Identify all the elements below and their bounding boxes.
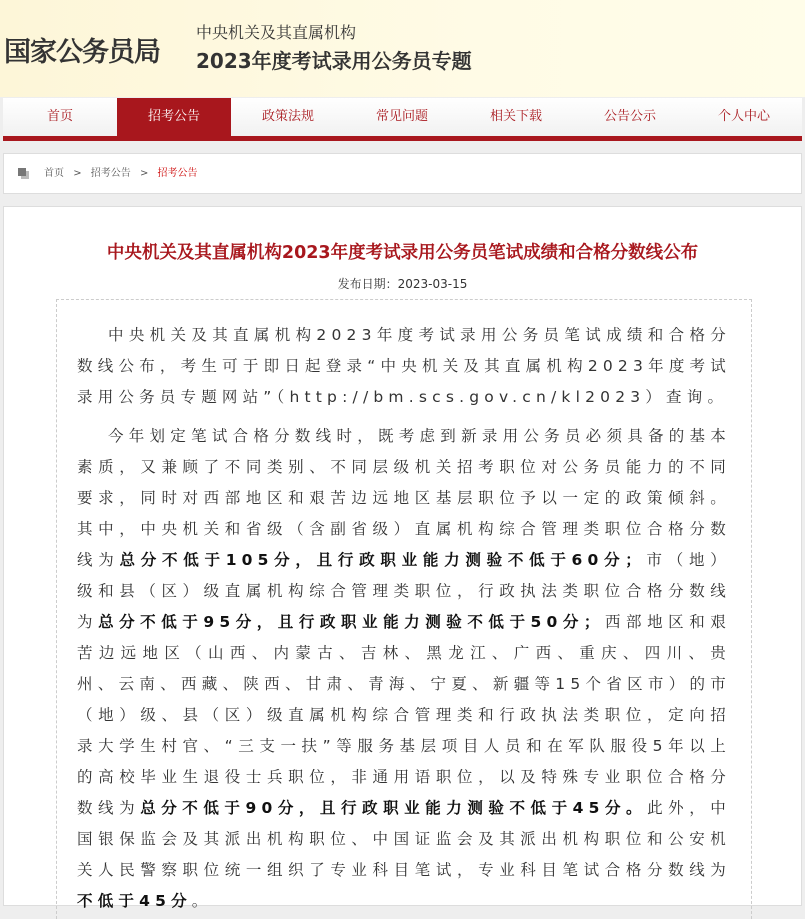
nav-recruitment-notices[interactable]: 招考公告 [117, 98, 231, 136]
main-nav [3, 98, 802, 141]
bold-segment: 总分不低于105分，且行政职业能力测验不低于60分； [119, 551, 647, 569]
site-logo[interactable]: 国家公务员局 [4, 37, 160, 68]
paragraph-1: 中央机关及其直属机构2023年度考试录用公务员笔试成绩和合格分数线公布，考生可于即日起登录“中央机关及其直属机构2023年度考试录用公务员专题网站”（http://bm.scs.gov.cn/kl2023）查询。 [77, 326, 731, 406]
article-title: 中央机关及其直属机构2023年度考试录用公务员笔试成绩和合格分数线公布 [106, 243, 699, 263]
paragraph-2 [77, 421, 731, 917]
breadcrumb-home[interactable]: 首页 [44, 168, 64, 179]
text-segment: 。 [191, 892, 213, 910]
breadcrumb-notices[interactable]: 招考公告 [90, 168, 131, 179]
publish-date: 发布日期：2023-03-15 [337, 277, 468, 291]
header-subtitle: 中央机关及其直属机构 [196, 23, 357, 42]
nav-downloads[interactable]: 相关下载 [489, 109, 542, 124]
article-body [56, 299, 752, 919]
location-icon [18, 168, 26, 176]
text-segment: 此外，中国银保监会及其派出机构职位、中国证监会及其派出机构职位和公安机关人民警察职位统一组织了专业科目笔试，专业科目笔试合格分数线为 [77, 799, 731, 879]
breadcrumb-separator: > [139, 168, 149, 179]
breadcrumb-separator: > [73, 168, 82, 179]
article-container [3, 206, 802, 910]
nav-home[interactable]: 首页 [46, 109, 73, 124]
nav-faq[interactable]: 常见问题 [375, 109, 428, 124]
text-segment: 市（地）级和县（区）级直属机构综合管理类职位，行政执法类职位合格分数线为 [77, 551, 731, 631]
breadcrumb-current[interactable]: 招考公告 [157, 168, 198, 179]
site-header [0, 0, 805, 97]
nav-announcements[interactable]: 公告公示 [603, 109, 656, 124]
bold-segment: 总分不低于95分，且行政职业能力测验不低于50分； [98, 613, 605, 631]
text-segment: 西部地区和艰苦边远地区（山西、内蒙古、吉林、黑龙江、广西、重庆、四川、贵州、云南、西藏、陕西、甘肃、青海、宁夏、新疆等15个省区市）的市（地）级、县（区）级直属机构综合管理类和行政执法类职位，定向招录大学生村官、“三支一扶”等服务基层项目人员和在军队服役5年以上的高校毕业生退役士兵职位，非通用语职位，以及特殊专业职位合格分数线为 [77, 613, 731, 817]
bold-segment: 不低于45分 [77, 892, 192, 910]
nav-policies[interactable]: 政策法规 [261, 109, 314, 124]
bold-segment: 总分不低于90分，且行政职业能力测验不低于45分。 [140, 799, 648, 817]
nav-personal-center[interactable]: 个人中心 [717, 109, 770, 124]
header-title: 2023年度考试录用公务员专题 [196, 49, 472, 73]
text-segment: 今年划定笔试合格分数线时，既考虑到新录用公务员必须具备的基本素质，又兼顾了不同类别、不同层级机关招考职位对公务员能力的不同要求，同时对西部地区和艰苦边远地区基层职位予以一定的政策倾斜。其中，中央机关和省级（含副省级）直属机构综合管理类职位合格分数线为 [77, 427, 731, 569]
breadcrumb [3, 153, 802, 194]
